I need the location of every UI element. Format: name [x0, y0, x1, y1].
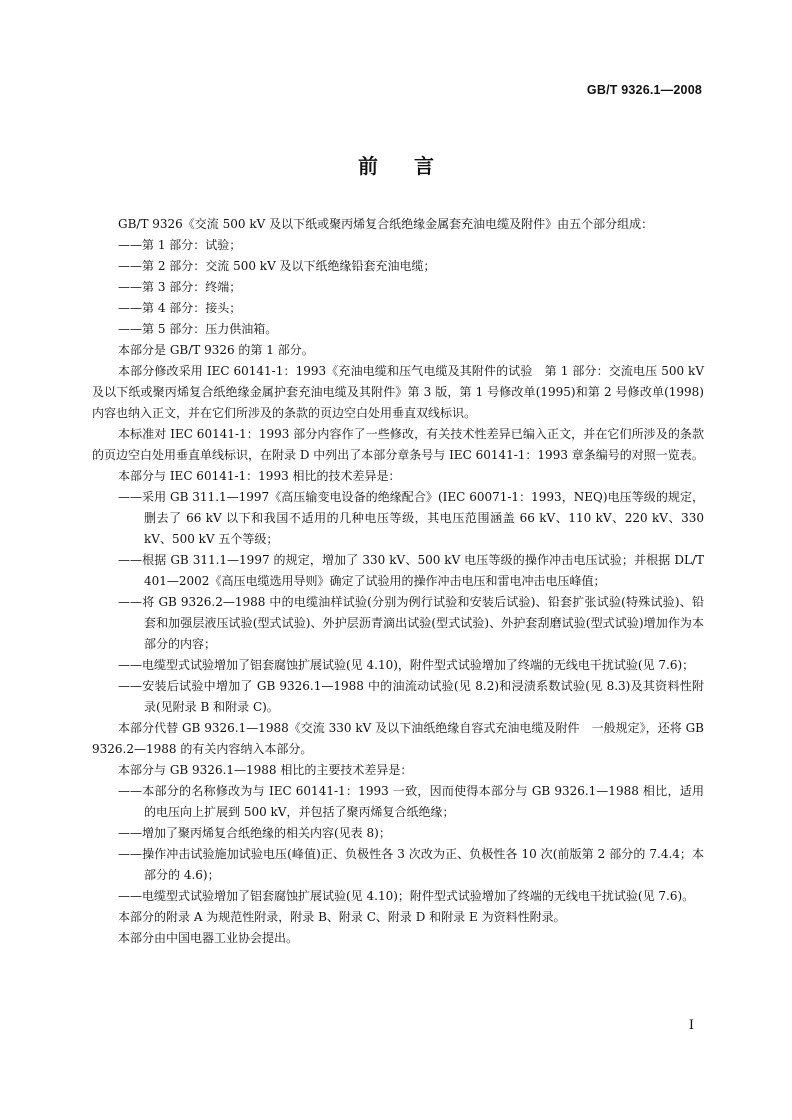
- title-char-2: 言: [414, 154, 434, 178]
- list-item: ——将 GB 9326.2—1988 中的电缆油样试验(分别为例行试验和安装后试验)、铅套扩张试验(特殊试验)、铅套和加强层液压试验(型式试验)、外护层沥青滴出试验(型式试验)、外护套刮磨试验(型式试验)增加作为本部分的内容；: [118, 595, 704, 651]
- title-char-1: 前: [358, 154, 378, 178]
- list-item: ——操作冲击试验施加试验电压(峰值)正、负极性各 3 次改为正、负极性各 10 次(前版第 2 部分的 7.4.4；本部分的 4.6)；: [118, 847, 704, 882]
- paragraph: 本部分与 IEC 60141-1：1993 相比的技术差异是：: [118, 469, 401, 483]
- standard-code: GB/T 9326.1—2008: [586, 83, 702, 97]
- list-item: ——安装后试验中增加了 GB 9326.1—1988 中的油流动试验(见 8.2)和浸渍系数试验(见 8.3)及其资料性附录(见附录 B 和附录 C)。: [118, 679, 704, 714]
- page-number: I: [688, 1018, 694, 1033]
- paragraph: 本部分是 GB/T 9326 的第 1 部分。: [118, 343, 314, 357]
- list-item: ——采用 GB 311.1—1997《高压输变电设备的绝缘配合》(IEC 60071-1：1993，NEQ)电压等级的规定，删去了 66 kV 以下和我国不适用的几种电压等级，其电压范围涵盖 66 kV、110 kV、220 kV、330 kV、500 kV 五个等级；: [118, 490, 704, 546]
- list-item: ——根据 GB 311.1—1997 的规定，增加了 330 kV、500 kV 电压等级的操作冲击电压试验；并根据 DL/T 401—2002《高压电缆选用导则》确定了试验用的操作冲击电压和雷电冲击电压峰值；: [118, 553, 704, 588]
- list-item: ——第 5 部分：压力供油箱。: [118, 322, 278, 336]
- list-item: ——本部分的名称修改为与 IEC 60141-1：1993 一致，因而使得本部分与 GB 9326.1—1988 相比，适用的电压向上扩展到 500 kV，并包括了聚丙烯复合纸绝缘；: [118, 784, 704, 819]
- list-item: ——第 2 部分：交流 500 kV 及以下纸绝缘铅套充油电缆；: [118, 259, 436, 273]
- list-item: ——电缆型式试验增加了铝套腐蚀扩展试验(见 4.10)，附件型式试验增加了终端的无线电干扰试验(见 7.6)；: [118, 658, 695, 672]
- paragraph: 本部分与 GB 9326.1—1988 相比的主要技术差异是：: [118, 763, 413, 777]
- paragraph: 本部分的附录 A 为规范性附录，附录 B、附录 C、附录 D 和附录 E 为资料性附录。: [118, 910, 566, 924]
- list-item: ——第 3 部分：终端；: [118, 280, 242, 294]
- list-item: ——第 1 部分：试验；: [118, 238, 242, 252]
- paragraph: GB/T 9326《交流 500 kV 及以下纸或聚丙烯复合纸绝缘金属套充油电缆及附件》由五个部分组成：: [118, 217, 654, 231]
- paragraph: 本部分由中国电器工业协会提出。: [118, 931, 299, 945]
- list-item: ——第 4 部分：接头；: [118, 301, 242, 315]
- paragraph: 本部分代替 GB 9326.1—1988《交流 330 kV 及以下油纸绝缘自容式充油电缆及附件 一般规定》，还将 GB 9326.2—1988 的有关内容纳入本部分。: [92, 721, 704, 756]
- page-title: [0, 150, 792, 179]
- list-item: ——增加了聚丙烯复合纸绝缘的相关内容(见表 8)；: [118, 826, 391, 840]
- paragraph: 本部分修改采用 IEC 60141-1：1993《充油电缆和压气电缆及其附件的试验 第 1 部分：交流电压 500 kV 及以下纸或聚丙烯复合纸绝缘金属护套充油电缆及其附件》第 3 版，第 1 号修改单(1995)和第 2 号修改单(1998)内容也纳入正文，并在它们所涉及的条款的页边空白处用垂直双线标识。: [92, 364, 704, 420]
- paragraph: 本标准对 IEC 60141-1：1993 部分内容作了一些修改，有关技术性差异已编入正文，并在它们所涉及的条款的页边空白处用垂直单线标识，在附录 D 中列出了本部分章条号与 IEC 60141-1：1993 章条编号的对照一览表。: [92, 427, 704, 462]
- foreword-body: [92, 214, 704, 949]
- list-item: ——电缆型式试验增加了铝套腐蚀扩展试验(见 4.10)；附件型式试验增加了终端的无线电干扰试验(见 7.6)。: [118, 889, 695, 903]
